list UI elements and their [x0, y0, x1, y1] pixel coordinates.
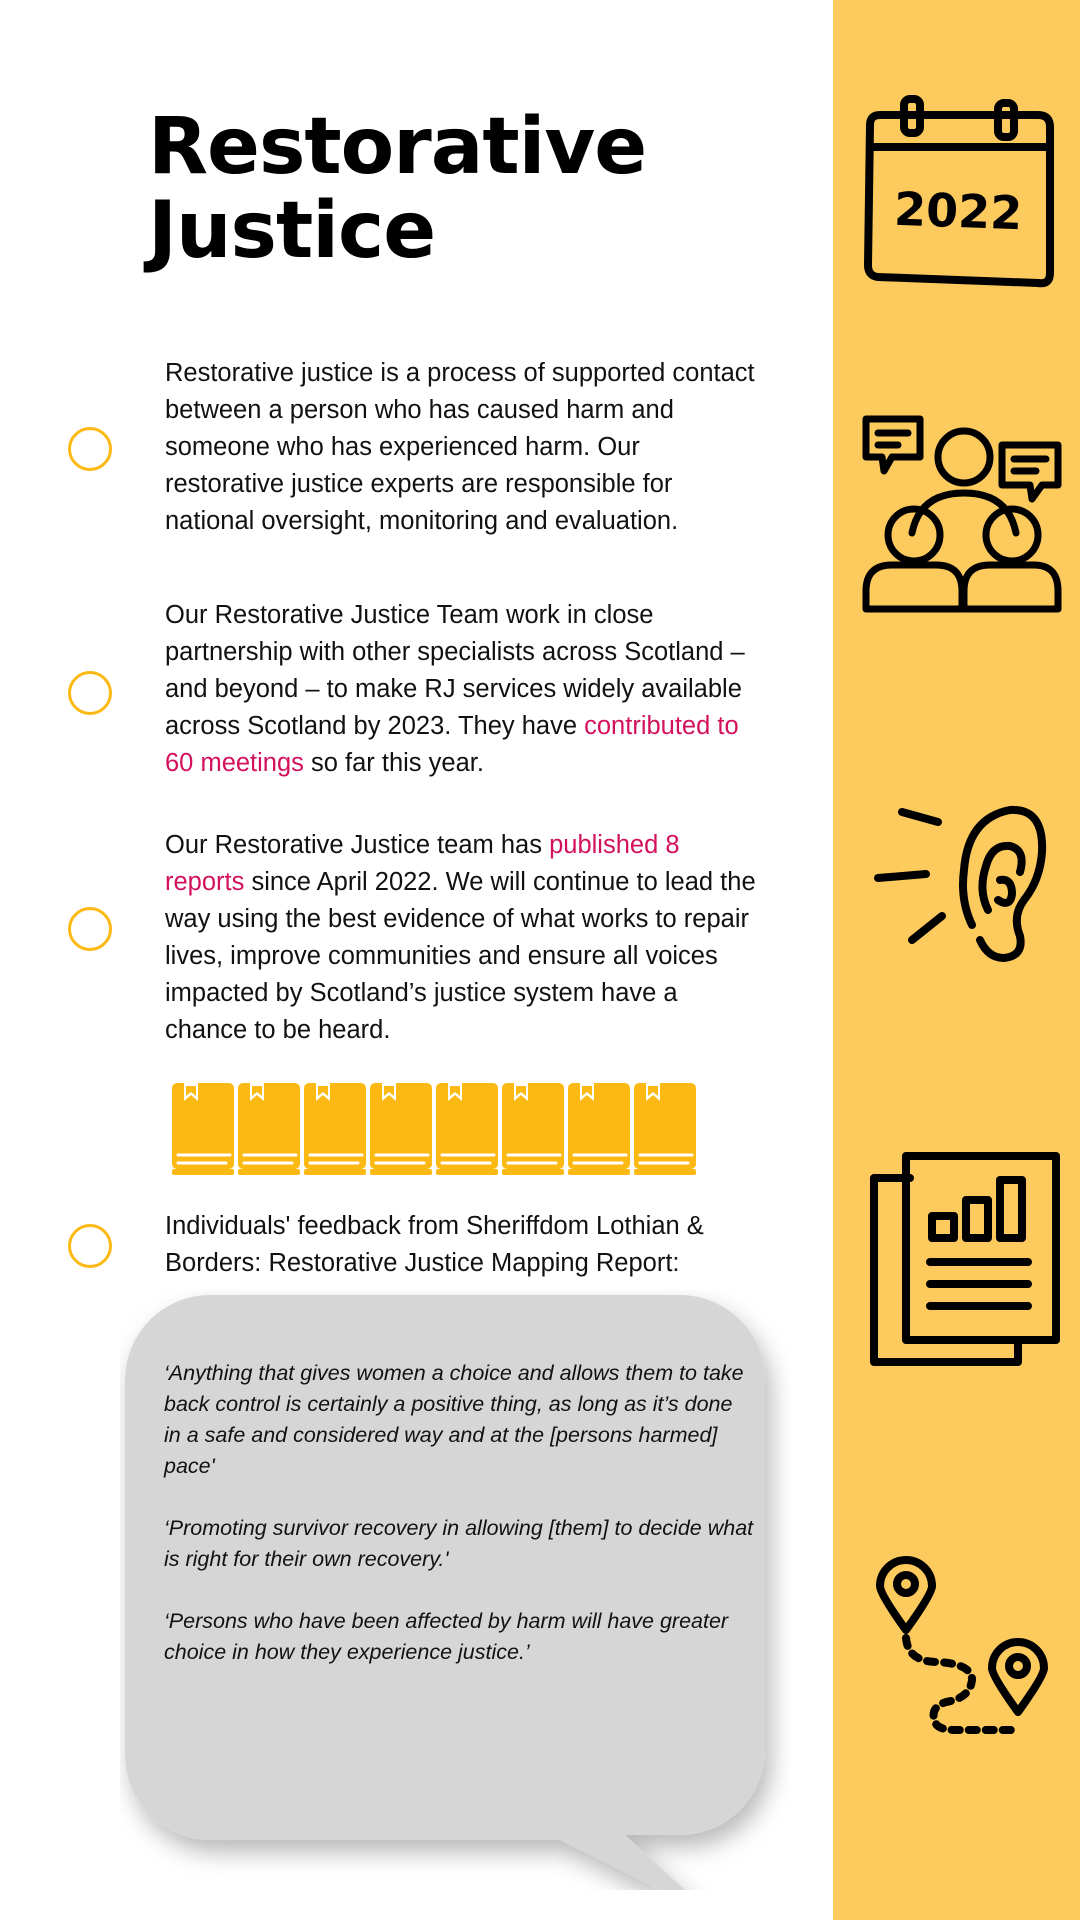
book-icon: [172, 1083, 234, 1175]
intro-paragraph: Restorative justice is a process of supported contact between a person who has caused harm and someone who has experienced harm. Our restorative justice experts are responsible for national oversight, monitoring and evaluation.: [165, 359, 755, 535]
bullet-circle-3: [68, 907, 112, 951]
book-icon: [436, 1083, 498, 1175]
book-icon: [502, 1083, 564, 1175]
partnership-text: Our Restorative Justice Team work in close partnership with other specialists across Scotland – and beyond – to make RJ services widely available across Scotland by 2023. They have: [165, 601, 745, 740]
ear-listening-icon: [872, 800, 1052, 965]
reports-text: Our Restorative Justice team has: [165, 831, 550, 859]
book-icon: [568, 1083, 630, 1175]
report-chart-icon: [870, 1150, 1060, 1370]
bullet-circle-4: [68, 1224, 112, 1268]
page-title: [148, 102, 647, 276]
quote-2: ‘Promoting survivor recovery in allowing [them] to decide what is right for their own recovery.': [164, 1516, 754, 1571]
book-icon: [304, 1083, 366, 1175]
reports-highlight: published 8 reports: [165, 831, 680, 896]
feedback-intro-paragraph: Individuals' feedback from Sheriffdom Lothian & Borders: Restorative Justice Mapping Report:: [165, 1212, 704, 1277]
calendar-icon: [858, 95, 1058, 295]
bullet-circle-2: [68, 671, 112, 715]
book-icon: [370, 1083, 432, 1175]
quotes-block: [164, 1358, 754, 1699]
calendar-year: 2022: [893, 181, 1024, 241]
quote-3: ‘Persons who have been affected by harm will have greater choice in how they experience justice.’: [164, 1609, 729, 1664]
books-row: [172, 1083, 702, 1175]
partnership-paragraph: [165, 597, 765, 782]
title-line-1: Restorative: [148, 102, 647, 192]
reports-paragraph: [165, 827, 765, 1049]
reports-text-end: since April 2022. We will continue to lead the way using the best evidence of what works to repair lives, improve communities and ensure all voices impacted by Scotland’s justice system have a chance to be heard.: [165, 868, 756, 1044]
meetings-highlight: contributed to 60 meetings: [165, 712, 739, 777]
people-conversation-icon: [862, 415, 1062, 615]
partnership-text-end: so far this year.: [303, 749, 484, 777]
book-icon: [238, 1083, 300, 1175]
bullet-circle-1: [68, 427, 112, 471]
book-icon: [634, 1083, 696, 1175]
title-line-2: Justice: [148, 186, 436, 276]
quote-1: ‘Anything that gives women a choice and allows them to take back control is certainly a positive thing, as long as it’s done in a safe and considered way and at the [persons harmed] pace': [164, 1361, 744, 1478]
location-route-icon: [876, 1552, 1056, 1737]
